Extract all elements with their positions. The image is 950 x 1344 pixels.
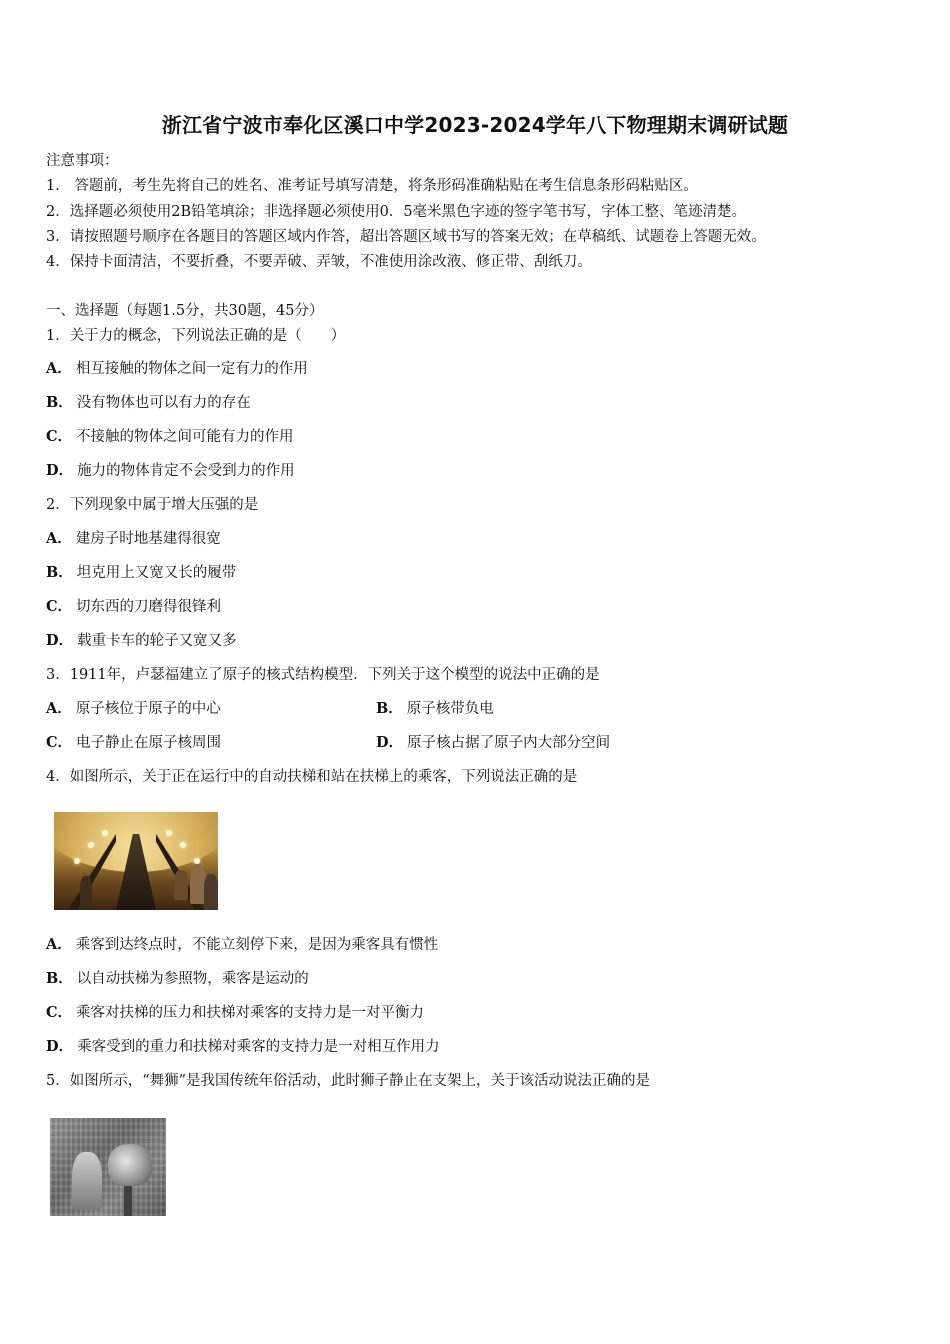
- option-d: [46, 460, 295, 482]
- option-text: 坦克用上又宽又长的履带: [76, 565, 237, 581]
- option-key: A．: [46, 936, 72, 953]
- option-text: 原子核位于原子的中心: [75, 701, 221, 717]
- option-text: 乘客受到的重力和扶梯对乘客的支持力是一对相互作用力: [77, 1039, 440, 1055]
- option-key: A．: [46, 700, 72, 717]
- option-c: [46, 1002, 424, 1024]
- option-key: D．: [46, 632, 74, 649]
- option-c: [46, 426, 294, 448]
- lion-dance-photo: [50, 1118, 166, 1216]
- exam-title: 浙江省宁波市奉化区溪口中学2023-2024学年八下物理期末调研试题: [161, 113, 789, 137]
- option-key: D．: [376, 734, 404, 751]
- notice-item: 3．请按照题号顺序在各题目的答题区域内作答，超出答题区域书写的答案无效；在草稿纸、试题卷上答题无效。: [46, 229, 766, 245]
- option-a: [46, 934, 438, 956]
- option-text: 切东西的刀磨得很锋利: [76, 599, 222, 615]
- option-key: B．: [376, 700, 403, 717]
- option-d: [46, 630, 237, 652]
- option-key: C．: [46, 598, 73, 615]
- option-text: 相互接触的物体之间一定有力的作用: [75, 361, 308, 377]
- option-key: B．: [46, 564, 73, 581]
- section-heading: 一、选择题（每题1.5分，共30题，45分）: [46, 303, 324, 319]
- option-text: 乘客对扶梯的压力和扶梯对乘客的支持力是一对平衡力: [76, 1005, 425, 1021]
- option-c: [46, 732, 221, 754]
- notice-heading: 注意事项：: [46, 153, 119, 169]
- option-key: A．: [46, 360, 72, 377]
- option-text: 电子静止在原子核周围: [76, 735, 222, 751]
- option-key: B．: [46, 394, 73, 411]
- option-b: [376, 698, 494, 720]
- option-b: [46, 392, 251, 414]
- question-stem: 5．如图所示，“舞狮”是我国传统年俗活动，此时狮子静止在支架上，关于该活动说法正确的是: [46, 1073, 651, 1089]
- option-key: C．: [46, 1004, 73, 1021]
- notice-item: 1． 答题前，考生先将自己的姓名、准考证号填写清楚，将条形码准确粘贴在考生信息条形码粘贴区。: [46, 178, 698, 194]
- option-b: [46, 968, 309, 990]
- option-key: C．: [46, 734, 73, 751]
- option-c: [46, 596, 221, 618]
- question-stem: 2．下列现象中属于增大压强的是: [46, 497, 259, 513]
- option-text: 没有物体也可以有力的存在: [76, 395, 251, 411]
- option-a: [46, 358, 308, 380]
- option-key: D．: [46, 1038, 74, 1055]
- option-text: 载重卡车的轮子又宽又多: [77, 633, 237, 649]
- option-a: [46, 698, 221, 720]
- option-key: C．: [46, 428, 73, 445]
- option-d: [376, 732, 610, 754]
- question-stem: 1．关于力的概念，下列说法正确的是（ ）: [46, 328, 346, 344]
- question-stem: 4．如图所示，关于正在运行中的自动扶梯和站在扶梯上的乘客，下列说法正确的是: [46, 769, 578, 785]
- escalator-photo: [54, 812, 218, 910]
- option-a: [46, 528, 221, 550]
- option-d: [46, 1036, 440, 1058]
- question-stem: 3．1911年，卢瑟福建立了原子的核式结构模型．下列关于这个模型的说法中正确的是: [46, 667, 600, 683]
- option-text: 不接触的物体之间可能有力的作用: [76, 429, 294, 445]
- notice-item: 2．选择题必须使用2B铅笔填涂；非选择题必须使用0．5毫米黑色字迹的签字笔书写，字体工整、笔迹清楚。: [46, 204, 747, 220]
- option-text: 建房子时地基建得很宽: [75, 531, 221, 547]
- option-key: A．: [46, 530, 72, 547]
- option-key: D．: [46, 462, 74, 479]
- option-b: [46, 562, 236, 584]
- option-text: 乘客到达终点时，不能立刻停下来，是因为乘客具有惯性: [75, 937, 439, 953]
- option-text: 原子核占据了原子内大部分空间: [407, 735, 611, 751]
- option-key: B．: [46, 970, 73, 987]
- option-text: 施力的物体肯定不会受到力的作用: [77, 463, 295, 479]
- notice-item: 4．保持卡面清洁，不要折叠，不要弄破、弄皱，不准使用涂改液、修正带、刮纸刀。: [46, 254, 592, 270]
- option-text: 原子核带负电: [406, 701, 494, 717]
- option-text: 以自动扶梯为参照物，乘客是运动的: [76, 971, 309, 987]
